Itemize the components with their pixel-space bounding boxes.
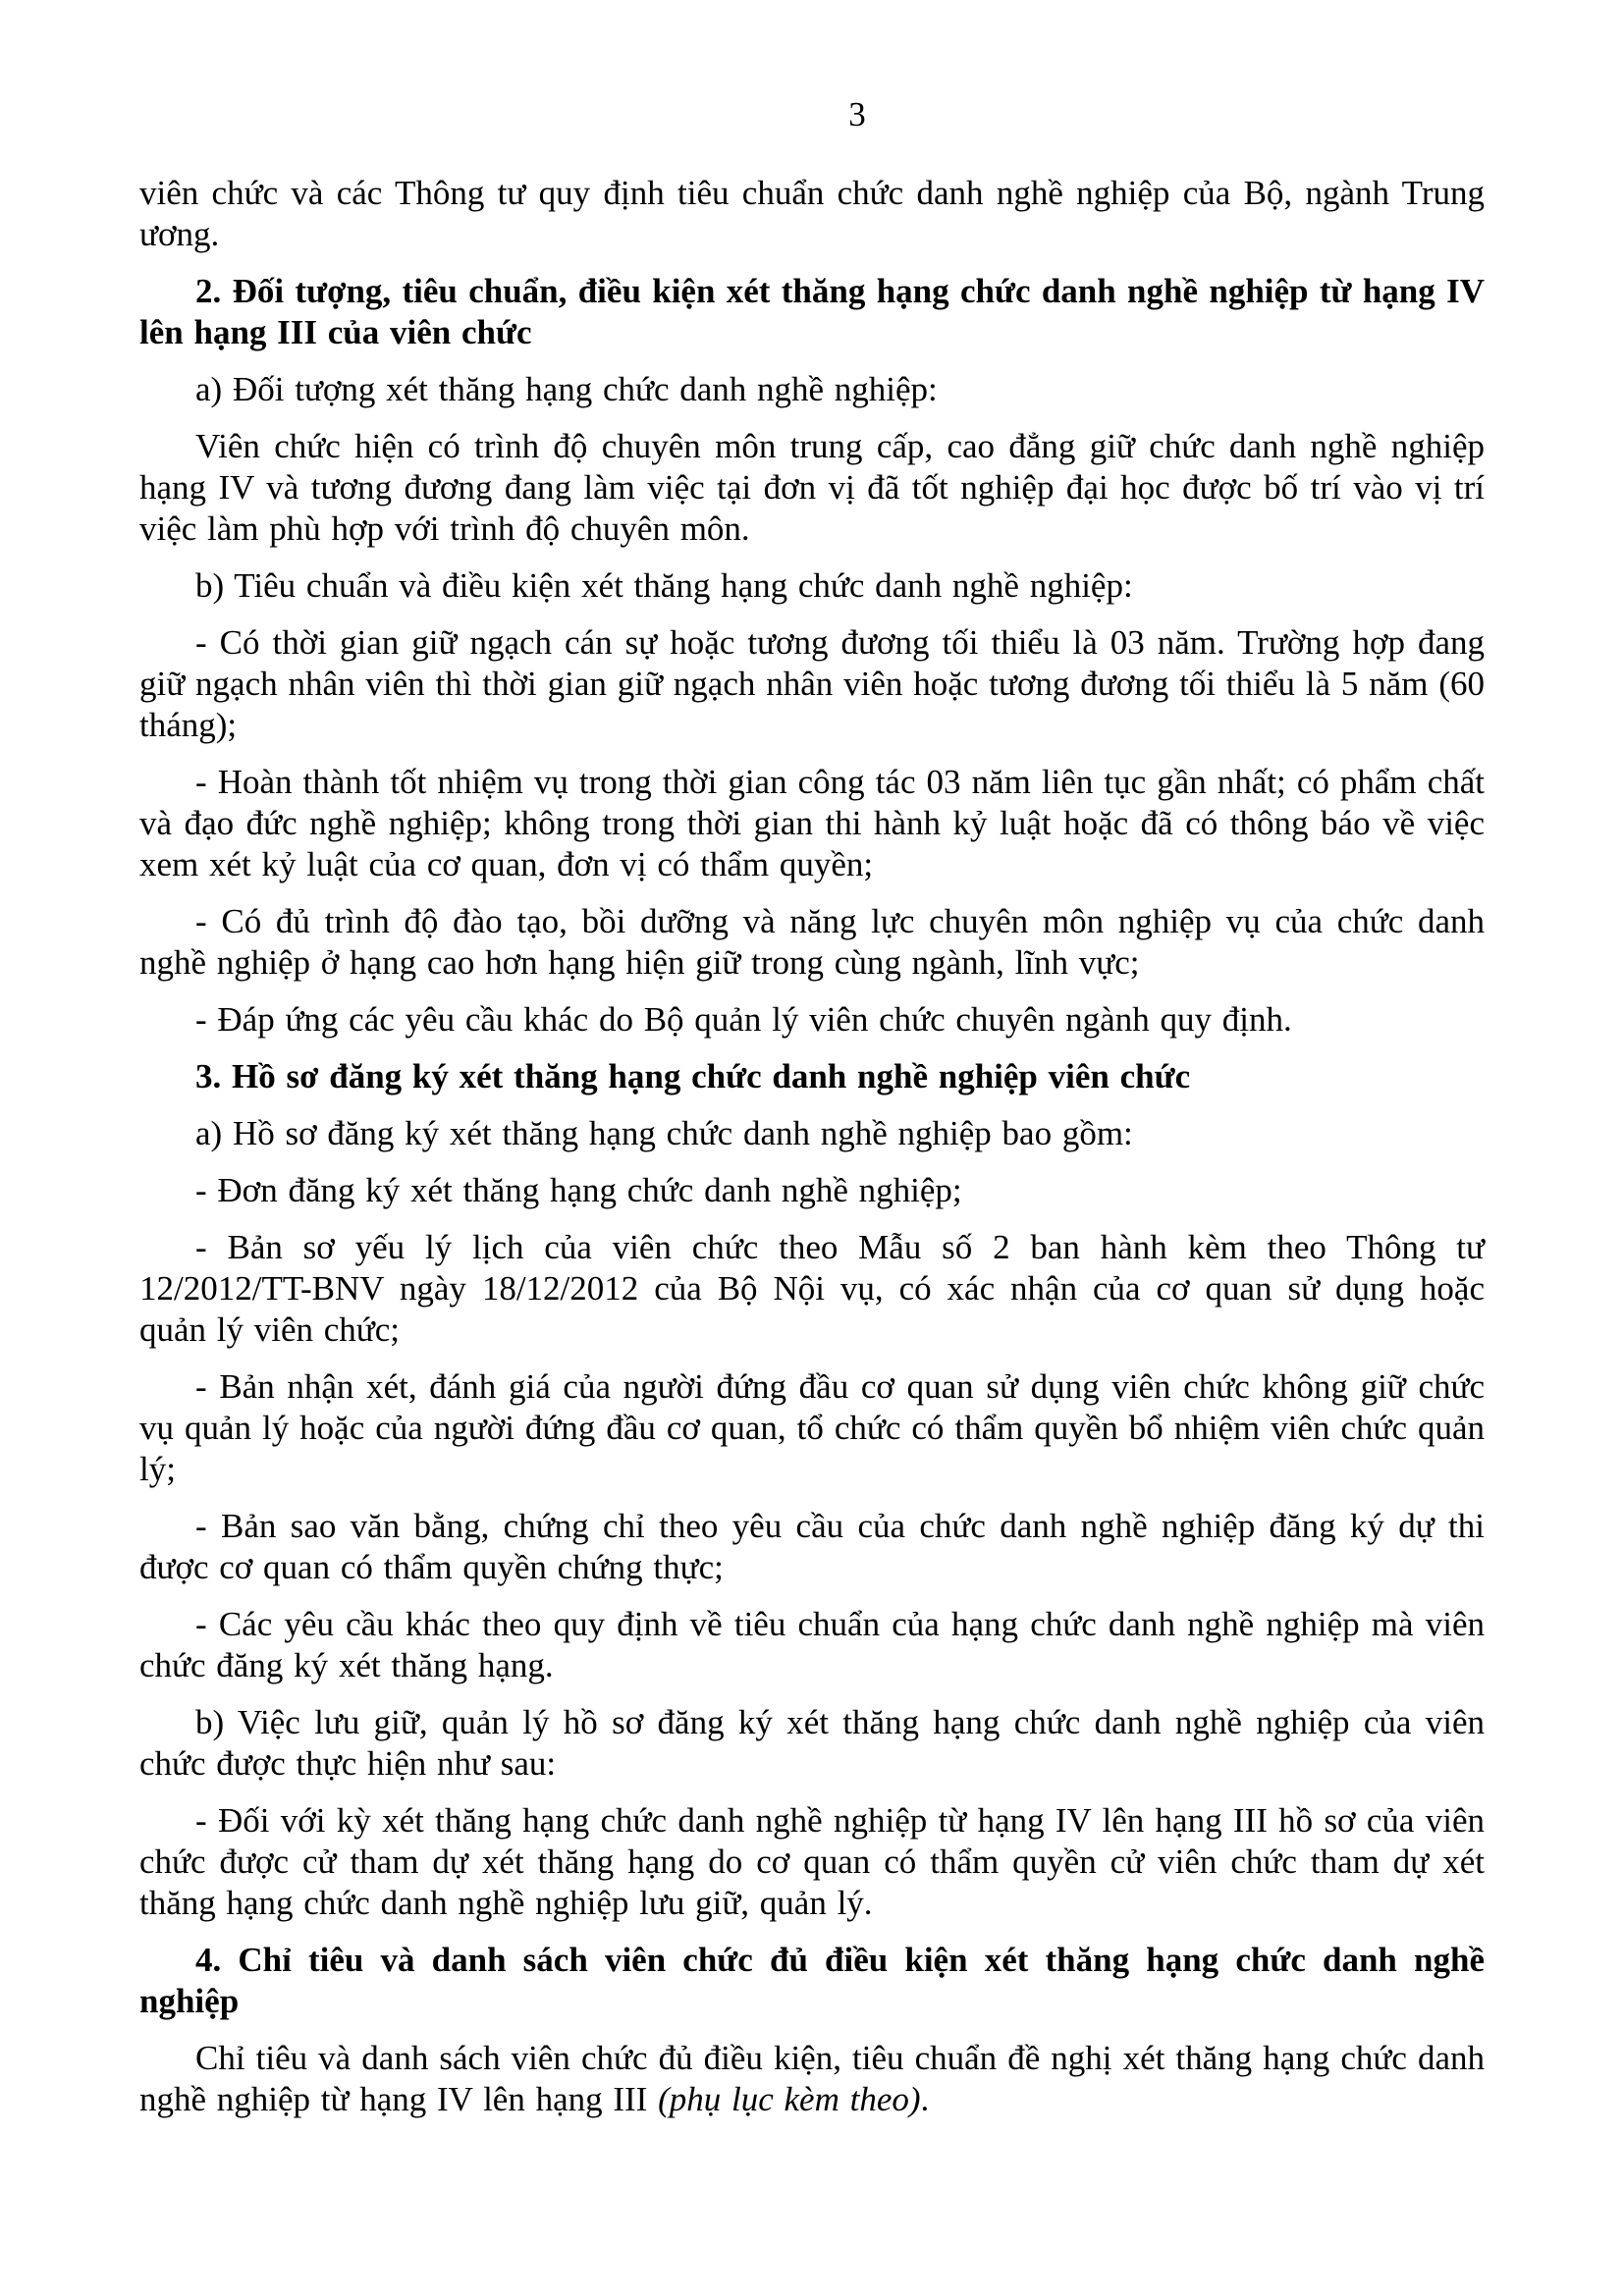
paragraph: b) Việc lưu giữ, quản lý hồ sơ đăng ký xét thăng hạng chức danh nghề nghiệp của viên chức được thực hiện như sau: <box>139 1703 1485 1783</box>
paragraph-text: . <box>920 2080 930 2118</box>
section-heading: 3. Hồ sơ đăng ký xét thăng hạng chức danh nghề nghiệp viên chức <box>195 1057 1191 1095</box>
paragraph: - Các yêu cầu khác theo quy định về tiêu chuẩn của hạng chức danh nghề nghiệp mà viên chức đăng ký xét thăng hạng. <box>139 1605 1485 1684</box>
paragraph: a) Đối tượng xét thăng hạng chức danh nghề nghiệp: <box>195 370 938 408</box>
paragraph <box>139 2038 1485 2120</box>
paragraph: - Có đủ trình độ đào tạo, bồi dưỡng và năng lực chuyên môn nghiệp vụ của chức danh nghề nghiệp ở hạng cao hơn hạng hiện giữ trong cùng ngành, lĩnh vực; <box>139 902 1485 982</box>
section-heading: 4. Chỉ tiêu và danh sách viên chức đủ điều kiện xét thăng hạng chức danh nghề nghiệp <box>139 1941 1485 2020</box>
paragraph: a) Hồ sơ đăng ký xét thăng hạng chức danh nghề nghiệp bao gồm: <box>195 1114 1133 1152</box>
paragraph: - Có thời gian giữ ngạch cán sự hoặc tương đương tối thiểu là 03 năm. Trường hợp đang giữ ngạch nhân viên thì thời gian giữ ngạch nhân viên hoặc tương đương tối thiểu là 5 năm (60 tháng); <box>139 623 1485 744</box>
paragraph: - Bản sao văn bằng, chứng chỉ theo yêu cầu của chức danh nghề nghiệp đăng ký dự thi được cơ quan có thẩm quyền chứng thực; <box>139 1507 1485 1586</box>
document-body <box>139 173 1485 2120</box>
paragraph: b) Tiêu chuẩn và điều kiện xét thăng hạng chức danh nghề nghiệp: <box>195 566 1133 605</box>
paragraph: - Đơn đăng ký xét thăng hạng chức danh nghề nghiệp; <box>195 1171 962 1209</box>
paragraph: - Đối với kỳ xét thăng hạng chức danh nghề nghiệp từ hạng IV lên hạng III hồ sơ của viên chức được cử tham dự xét thăng hạng do cơ quan có thẩm quyền cử viên chức tham dự xét thăng hạng chức danh nghề nghiệp lưu giữ, quản lý. <box>139 1801 1485 1922</box>
paragraph: - Hoàn thành tốt nhiệm vụ trong thời gian công tác 03 năm liên tục gần nhất; có phẩm chất và đạo đức nghề nghiệp; không trong thời gian thi hành kỷ luật hoặc đã có thông báo về việc xem xét kỷ luật của cơ quan, đơn vị có thẩm quyền; <box>139 763 1485 883</box>
attachment-note-italic: (phụ lục kèm theo) <box>658 2080 921 2118</box>
paragraph: Viên chức hiện có trình độ chuyên môn trung cấp, cao đẳng giữ chức danh nghề nghiệp hạng IV và tương đương đang làm việc tại đơn vị đã tốt nghiệp đại học được bố trí vào vị trí việc làm phù hợp với trình độ chuyên môn. <box>139 427 1485 548</box>
paragraph-text: Chỉ tiêu và danh sách viên chức đủ điều kiện, tiêu chuẩn đề nghị xét thăng hạng chức danh nghề nghiệp từ hạng IV lên hạng III <box>139 2039 1485 2118</box>
paragraph: - Bản sơ yếu lý lịch của viên chức theo Mẫu số 2 ban hành kèm theo Thông tư 12/2012/TT-BNV ngày 18/12/2012 của Bộ Nội vụ, có xác nhận của cơ quan sử dụng hoặc quản lý viên chức; <box>139 1228 1485 1349</box>
paragraph: - Bản nhận xét, đánh giá của người đứng đầu cơ quan sử dụng viên chức không giữ chức vụ quản lý hoặc của người đứng đầu cơ quan, tổ chức có thẩm quyền bổ nhiệm viên chức quản lý; <box>139 1367 1485 1488</box>
section-heading: 2. Đối tượng, tiêu chuẩn, điều kiện xét thăng hạng chức danh nghề nghiệp từ hạng IV lên hạng III của viên chức <box>139 272 1485 351</box>
page-number: 3 <box>848 95 866 133</box>
paragraph: - Đáp ứng các yêu cầu khác do Bộ quản lý viên chức chuyên ngành quy định. <box>195 1000 1292 1039</box>
paragraph: viên chức và các Thông tư quy định tiêu chuẩn chức danh nghề nghiệp của Bộ, ngành Trung ương. <box>139 174 1485 253</box>
